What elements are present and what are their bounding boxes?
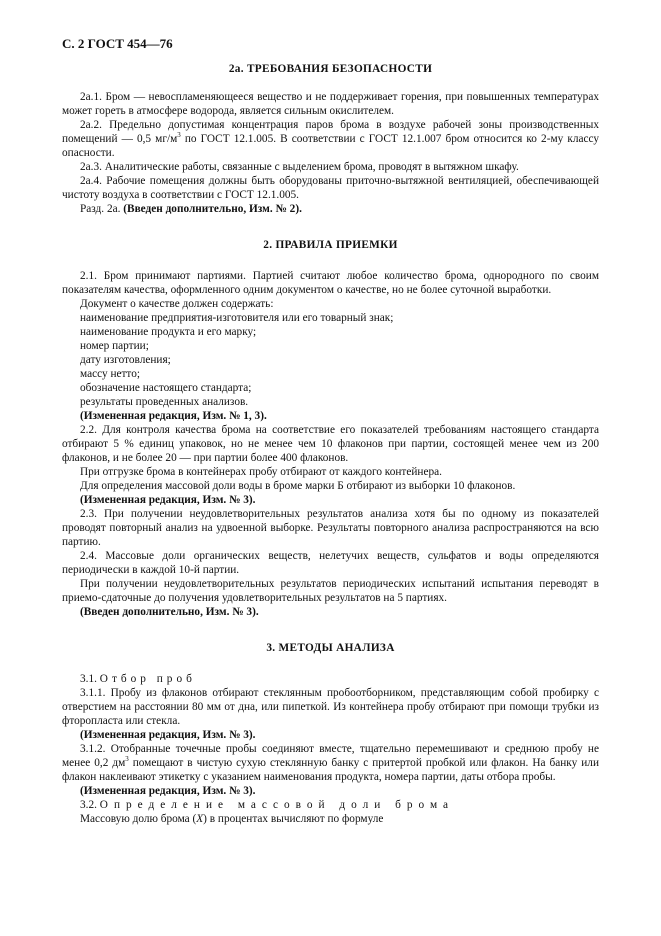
section-2a-title: 2а. ТРЕБОВАНИЯ БЕЗОПАСНОСТИ: [228, 63, 433, 75]
page-header: С. 2 ГОСТ 454—76: [62, 36, 173, 51]
paragraph-2-2: 2.2. Для контроля качества брома на соответствие его показателей требованиям настоящего стандарта отбирают 5 % единиц упаковок, но не менее чем 10 флаконов при партии, состоящей менее чем из 200 флаконов, и не более 20 — при партии более 400 флаконов.: [62, 424, 599, 464]
list-item: номер партии;: [80, 340, 149, 352]
subsection-3-2-title: [62, 798, 599, 812]
paragraph-2a-2-text: 2а.2. Предельно допустимая концентрация паров брома в воздухе рабочей зоны производственных помещений — 0,5 мг/м: [62, 119, 599, 145]
paragraph-3-2: [62, 812, 599, 826]
paragraph-2a-3: 2а.3. Аналитические работы, связанные с выделением брома, проводят в вытяжном шкафу.: [80, 161, 519, 173]
list-item: наименование предприятия-изготовителя или его товарный знак;: [80, 312, 394, 324]
list-item: результаты проведенных анализов.: [80, 396, 249, 408]
paragraph-2a-1: 2а.1. Бром — невоспламеняющееся вещество и не поддерживает горения, при повышенных температурах может гореть в атмосфере водорода, является сильным окислителем.: [62, 91, 599, 117]
paragraph-2-2-b: При отгрузке брома в контейнерах пробу отбирают от каждого контейнера.: [80, 466, 442, 478]
list-item: наименование продукта и его марку;: [80, 326, 257, 338]
superscript: 3: [125, 755, 129, 764]
paragraph-3-2-text: Массовую долю брома (: [80, 813, 197, 825]
list-item: дату изготовления;: [80, 354, 171, 366]
note-prefix: Разд. 2а.: [80, 203, 124, 215]
paragraph-3-1-2: [62, 742, 599, 784]
list-item: массу нетто;: [80, 368, 141, 380]
paragraph-2-4-b: При получении неудовлетворительных результатов периодических испытаний испытания переводят в приемо-сдаточные до получения удовлетворительных результатов на 5 партиях.: [62, 578, 599, 604]
revision-note: (Введен дополнительно, Изм. № 2).: [123, 203, 302, 215]
paragraph-2-3: 2.3. При получении неудовлетворительных результатов анализа хотя бы по одному из показателей проводят повторный анализ на удвоенной выборке. Результаты повторного анализа распространяются на всю партию.: [62, 508, 599, 548]
section-3-title: 3. МЕТОДЫ АНАЛИЗА: [266, 642, 395, 654]
list-item: Документ о качестве должен содержать:: [80, 298, 274, 310]
subsection-heading: Отбор проб: [99, 673, 196, 685]
paragraph-2-4: 2.4. Массовые доли органических веществ, нелетучих веществ, сульфатов и воды определяются периодически в каждой 10-й партии.: [62, 550, 599, 576]
superscript: 3: [177, 131, 181, 140]
variable-x: X: [196, 813, 204, 825]
list-item: обозначение настоящего стандарта;: [80, 382, 252, 394]
paragraph-2a-2: [62, 118, 599, 160]
revision-note: (Введен дополнительно, Изм. № 3).: [80, 606, 259, 618]
document-body: [62, 62, 599, 826]
revision-note: (Измененная редакция, Изм. № 3).: [80, 494, 256, 506]
revision-note: (Измененная редакция, Изм. № 3).: [80, 729, 256, 741]
subsection-heading: Определение массовой доли брома: [99, 799, 455, 811]
revision-note: (Измененная редакция, Изм. № 1, 3).: [80, 410, 267, 422]
revision-note: (Измененная редакция, Изм. № 3).: [80, 785, 256, 797]
paragraph-2a-2-text-cont: по ГОСТ 12.1.005. В соответствии с ГОСТ 12.1.007 бром относится ко 2-му классу опасности.: [62, 133, 600, 159]
paragraph-2a-note: [62, 202, 599, 216]
subsection-number: 3.1.: [80, 673, 100, 685]
paragraph-3-1-1: 3.1.1. Пробу из флаконов отбирают стеклянным пробоотборником, представляющим собой пробирку с отверстием на расстоянии 80 мм от дна, или пипеткой. Из контейнера пробу отбирают при помощи трубки из фторопласта или стекла.: [62, 687, 599, 727]
paragraph-2-1: 2.1. Бром принимают партиями. Партией считают любое количество брома, однородного по своим показателям качества, оформленного одним документом о качестве, но не более суточной выработки.: [62, 270, 599, 296]
section-2-title: 2. ПРАВИЛА ПРИЕМКИ: [263, 239, 398, 251]
paragraph-3-1-2-text: 3.1.2. Отобранные точечные пробы соединяют вместе, тщательно перемешивают и среднюю пробу не менее 0,2 дм: [62, 743, 599, 769]
subsection-3-1-title: [62, 672, 599, 686]
paragraph-3-2-text-cont: ) в процентах вычисляют по формуле: [203, 813, 384, 825]
paragraph-2a-4: 2а.4. Рабочие помещения должны быть оборудованы приточно-вытяжной вентиляцией, обеспечивающей чистоту воздуха в соответствии с ГОСТ 12.1.005.: [62, 175, 599, 201]
paragraph-3-1-2-text-cont: помещают в чистую сухую стеклянную банку с притертой пробкой или флакон. На банку или флакон наклеивают этикетку с указанием наименования продукта, номера партии, даты отбора пробы.: [62, 757, 599, 783]
paragraph-2-2-c: Для определения массовой доли воды в броме марки Б отбирают из выборки 10 флаконов.: [80, 480, 516, 492]
subsection-number: 3.2.: [80, 799, 100, 811]
